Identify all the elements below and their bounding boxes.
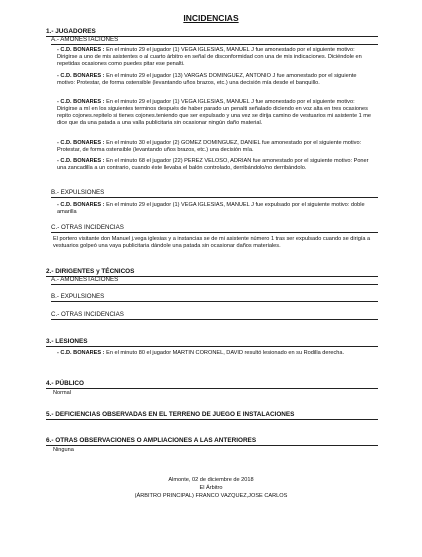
dirigentes-expulsiones-heading: B.- EXPULSIONES xyxy=(51,293,378,302)
team-label: - C.D. BONARES : xyxy=(57,47,105,53)
signature-place-date: Almonte, 02 de diciembre de 2018 xyxy=(168,477,254,483)
signature-role: El Árbitro xyxy=(199,485,223,491)
entry-text: En el minuto 29 el jugador (1) VEGA IGLESIAS, MANUEL J fue amonestado por el siguiente motivo: Dirigirse a uno de mis asistentes o al cuarto árbitro en señal de disconformidad con una de mis indicaciones. Diciéndole en repetidas ocasiones como puedes pitar ese penalti. xyxy=(57,47,362,67)
section-jugadores-heading: 1.- JUGADORES xyxy=(46,28,378,37)
amonestacion-entry xyxy=(57,140,375,154)
lesion-entry xyxy=(57,350,375,357)
jugadores-amonestaciones-heading: A.- AMONESTACIONES xyxy=(51,36,378,45)
jugadores-otras-incidencias-heading: C.- OTRAS INCIDENCIAS xyxy=(51,224,378,233)
entry-text: En el minuto 29 el jugador (1) VEGA IGLESIAS, MANUEL J fue expulsado por el siguiente motivo: doble amarilla xyxy=(57,202,365,215)
team-label: - C.D. BONARES : xyxy=(57,99,105,105)
otras-incidencias-text: El portero visitante don Manuel j.vega iglesias y a instancias se de mi asistente número 1 tras ser expulsado cuando se dirigía a vestuarios golpeó una vaya publicitaria dándole una patada sin ocasionar daños materiales. xyxy=(53,236,371,249)
amonestacion-entry xyxy=(57,73,375,87)
dirigentes-otras-incidencias-heading: C.- OTRAS INCIDENCIAS xyxy=(51,311,378,320)
team-label: - C.D. BONARES : xyxy=(57,202,105,208)
entry-text: En el minuto 68 el jugador (22) PEREZ VELOSO, ADRIAN fue amonestado por el siguiente motivo: Poner una zancadilla a un contrario, cuando éste llevaba el balón controlado, derribándolo/no derribándolo. xyxy=(57,158,369,171)
entry-text: En el minuto 80 el jugador MARTIN CORONEL, DAVID resultó lesionado en su Rodilla derecha. xyxy=(104,350,345,356)
section-otras-observaciones-heading: 6.- OTRAS OBSERVACIONES O AMPLIACIONES A LAS ANTERIORES xyxy=(46,437,378,446)
team-label: - C.D. BONARES : xyxy=(57,158,105,164)
publico-text: Normal xyxy=(53,390,72,396)
section-dirigentes-heading: 2.- DIRIGENTES y TÉCNICOS xyxy=(46,268,378,277)
team-label: - C.D. BONARES : xyxy=(57,73,105,79)
entry-text: En el minuto 29 el jugador (13) VARGAS DOMINGUEZ, ANTONIO J fue amonestado por el siguiente motivo: Protestar, de forma ostensible (levantando uños brazos, etc.) una decisión mía desde el banquillo. xyxy=(57,73,357,86)
section-publico-heading: 4.- PÚBLICO xyxy=(46,380,378,389)
amonestacion-entry xyxy=(57,158,375,172)
entry-text: En el minuto 30 el jugador (2) GOMEZ DOMINGUEZ, DANIEL fue amonestado por el siguiente motivo: Protestar, de forma ostensible (levantando uños brazos, etc.) una decisión mía. xyxy=(57,140,362,153)
team-label: - C.D. BONARES : xyxy=(57,140,105,146)
section-deficiencias-heading: 5.- DEFICIENCIAS OBSERVADAS EN EL TERRENO DE JUEGO E INSTALACIONES xyxy=(46,411,378,420)
section-lesiones-heading: 3.- LESIONES xyxy=(46,338,378,347)
amonestacion-entry xyxy=(57,47,375,68)
expulsion-entry xyxy=(57,202,375,216)
team-label: - C.D. BONARES : xyxy=(57,350,105,356)
entry-text: En el minuto 29 el jugador (1) VEGA IGLESIAS, MANUEL J fue amonestado por el siguiente motivo: Dirigirse a mí en los siguientes terminos después de haber parado un penalti señalado diciendo en voz alta en tres ocasiones repito cojones.repitelo si tienes cojones.teniendo que ser expulsado y una vez se dirija camino de vestuarios mi asistente 1 me dice que da una patada a una valla publicitaria sin ocasionar ningún daño material. xyxy=(57,99,372,126)
page-title: INCIDENCIAS xyxy=(183,13,239,23)
jugadores-expulsiones-heading: B.- EXPULSIONES xyxy=(51,189,378,198)
otras-observaciones-text: Ninguna xyxy=(53,447,74,453)
signature-name: (ÁRBITRO PRINCIPAL) FRANCO VAZQUEZ,JOSE CARLOS xyxy=(134,493,288,499)
dirigentes-amonestaciones-heading: A.- AMONESTACIONES xyxy=(51,276,378,285)
amonestacion-entry xyxy=(57,99,375,127)
